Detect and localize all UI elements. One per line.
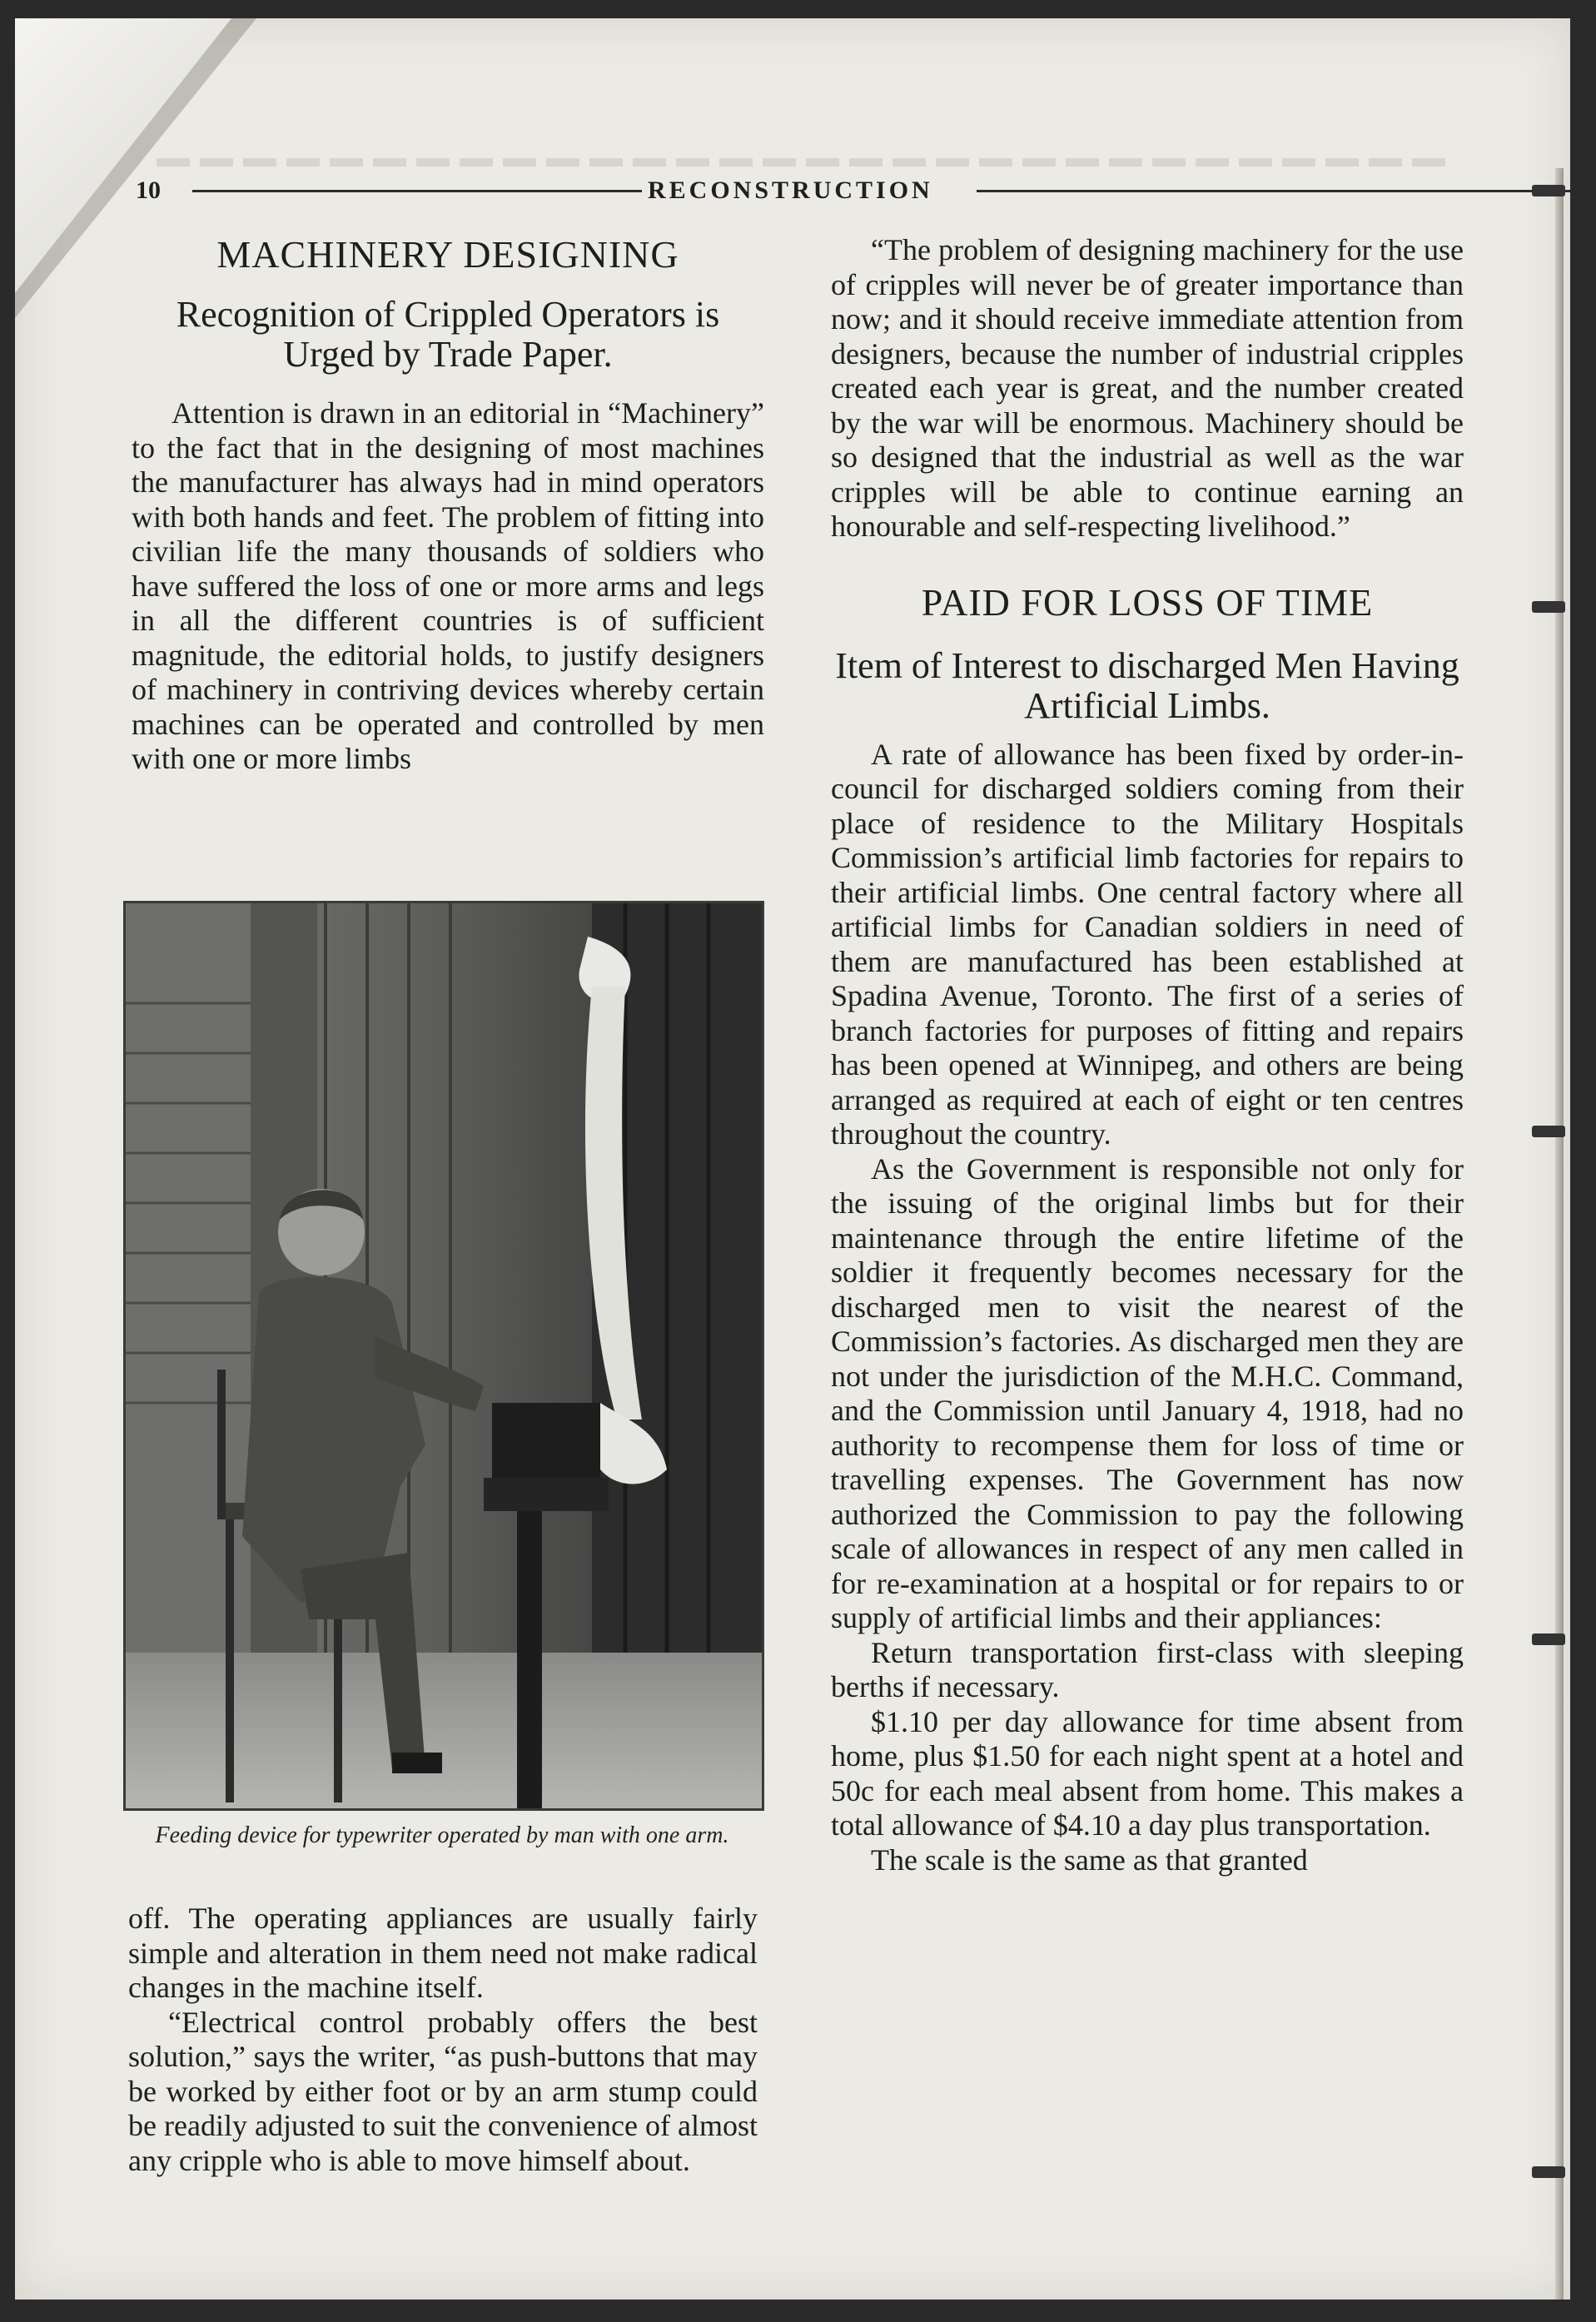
article-paragraph: “Electrical control probably offers the best solution,” says the writer, “as push-buttons that may be worked by either foot or by an arm stump could be readily adjusted to suit the convenience of almost any cripple who is able to move himself about.	[128, 2005, 758, 2177]
article-headline: PAID FOR LOSS OF TIME	[921, 580, 1374, 624]
binder-clip	[1532, 2166, 1565, 2178]
binder-clip	[1532, 1126, 1565, 1137]
header-rule-left	[192, 190, 642, 192]
running-header	[136, 175, 1570, 205]
article-paragraph-continued: off. The operating appliances are usually fairly simple and alteration in them need not make radical changes in the machine itself.	[128, 1902, 758, 2004]
article-headline: MACHINERY DESIGNING	[216, 233, 679, 276]
article-deck: Recognition of Crippled Operators is Urged by Trade Paper.	[176, 294, 720, 375]
article-paragraph: “The problem of designing machinery for the use of cripples will never be of greater importance than now; and it should receive immediate attention from designers, because the number of industrial cripples created each year is great, and the number created by the war will be enormous. Machinery should be so designed that the industrial as well as the war cripples will be able to continue earning an honourable and self-respecting livelihood.”	[831, 233, 1464, 543]
article-paragraph: As the Government is responsible not only for the issuing of the original limbs but for their maintenance through the entire lifetime of the soldier it frequently becomes necessary for the discharged men to visit the nearest of the Commission’s factories. As discharged men they are not under the jurisdiction of the M.H.C. Command, and the Commission until January 4, 1918, had no authority to recompense them for loss of time or travelling expenses. The Government has now authorized the Commission to pay the following scale of allowances in respect of any men called in for re-examination at a hospital or for repairs to or supply of artificial limbs and their appliances:	[831, 1151, 1464, 1634]
article-paragraph: Return transportation first-class with sleeping berths if necessary.	[831, 1635, 1464, 1703]
binder-clip	[1532, 601, 1565, 613]
photo-caption: Feeding device for typewriter operated by man with one arm.	[155, 1822, 729, 1848]
typewriter-operator-photo	[126, 903, 762, 1808]
binding-edge	[1555, 168, 1564, 2300]
binder-clip	[1532, 1633, 1565, 1645]
photograph	[123, 901, 764, 1811]
article-paragraph: A rate of allowance has been fixed by order-in-council for discharged soldiers coming from their place of residence to the Military Hospitals Commission’s artificial limb factories for repairs to their artificial limbs. One central factory where all artificial limbs for Canadian soldiers in need of them are manufactured has been established at Spadina Avenue, Toronto. The first of a series of branch factories for purposes of fitting and repairs has been opened at Winnipeg, and others are being arranged as required at each of eight or ten centres throughout the country.	[831, 737, 1464, 1151]
left-column-top	[132, 233, 764, 777]
article-paragraph: $1.10 per day allowance for time absent from home, plus $1.50 for each night spent at a hotel and 50c for each meal absent from home. This makes a total allowance of $4.10 a day plus transportation.	[831, 1704, 1464, 1842]
header-rule-right	[977, 190, 1570, 192]
left-column-bottom	[128, 1902, 758, 2178]
article-paragraph: Attention is drawn in an editorial in “Machinery” to the fact that in the designing of most machines the manufacturer has always had in mind operators with both hands and feet. The problem of fitting into civilian life the many thousands of soldiers who have suffered the loss of one or more arms and legs in all the different countries is of sufficient magnitude, the editorial holds, to justify designers of machinery in contriving devices whereby certain machines can be operated and controlled by men with one or more limbs	[132, 396, 764, 775]
page-number: 10	[136, 177, 161, 204]
running-title: RECONSTRUCTION	[648, 177, 933, 204]
binder-clip	[1532, 185, 1565, 196]
magazine-page	[15, 18, 1570, 2300]
article-paragraph: The scale is the same as that granted	[871, 1842, 1308, 1877]
article-deck: Item of Interest to discharged Men Having Artificial Limbs.	[835, 644, 1459, 726]
right-column	[831, 233, 1464, 1877]
bleed-through-text	[157, 158, 1455, 167]
